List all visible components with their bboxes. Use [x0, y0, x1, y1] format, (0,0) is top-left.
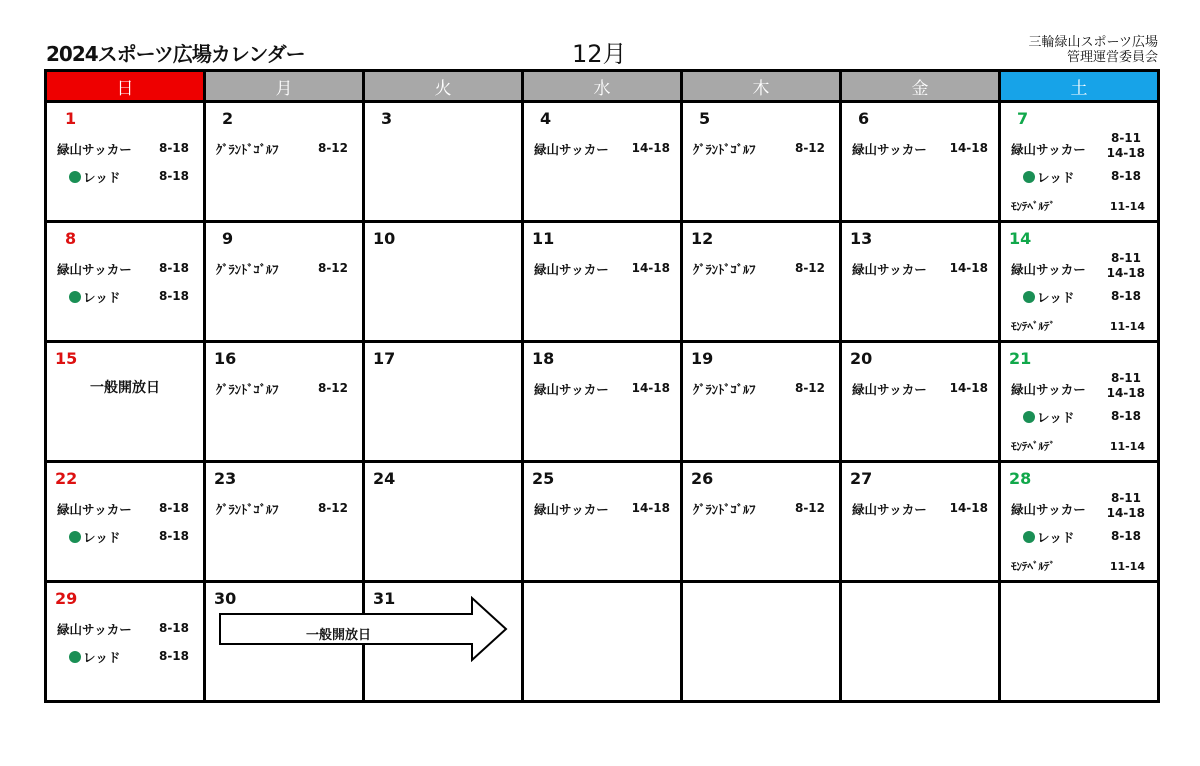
green-dot-icon — [1023, 291, 1035, 303]
day-cell — [1000, 342, 1159, 462]
green-dot-icon — [1023, 531, 1035, 543]
event-label: レッド — [69, 528, 120, 546]
day-cell — [364, 222, 523, 342]
event-time: 8-18 — [158, 169, 189, 183]
open-day-label: 一般開放日 — [306, 628, 372, 643]
event-time: 11-14 — [1109, 200, 1145, 213]
calendar-title: 2024スポーツ広場カレンダー — [46, 42, 305, 66]
event-label: レッド — [1023, 288, 1074, 306]
open-day-arrow — [218, 596, 510, 662]
weekday-mon: 月 — [205, 71, 364, 102]
day-number: 3 — [381, 109, 393, 128]
event-time: 8-18 — [158, 141, 189, 155]
day-number: 29 — [55, 589, 78, 608]
organizer — [1029, 35, 1158, 65]
day-number: 20 — [850, 349, 873, 368]
event-label: 緑山サッカー — [534, 142, 609, 157]
event-label: 緑山サッカー — [57, 622, 132, 637]
event-time: 14-18 — [631, 501, 670, 515]
green-dot-icon — [69, 171, 81, 183]
event-label: 緑山サッカー — [1011, 502, 1086, 517]
weekday-sun: 日 — [46, 71, 205, 102]
event-time: 8-18 — [1110, 169, 1141, 183]
event-label: レッド — [69, 648, 120, 666]
green-dot-icon — [69, 651, 81, 663]
event-time: 14-18 — [631, 381, 670, 395]
day-number: 7 — [1017, 109, 1029, 128]
day-number: 4 — [540, 109, 552, 128]
day-cell — [46, 462, 205, 582]
day-cell — [1000, 462, 1159, 582]
event-time: 8-12 — [794, 141, 825, 155]
event-time: 11-14 — [1109, 560, 1145, 573]
day-number: 22 — [55, 469, 78, 488]
event-time: 14-18 — [1106, 146, 1145, 160]
day-cell — [205, 222, 364, 342]
event-time: 8-12 — [317, 501, 348, 515]
month-title: 12月 — [572, 40, 627, 68]
day-cell — [523, 582, 682, 702]
event-time: 8-12 — [317, 141, 348, 155]
event-time: 8-18 — [158, 289, 189, 303]
event-label: 緑山サッカー — [852, 142, 927, 157]
event-label: レッド — [69, 288, 120, 306]
day-cell — [682, 462, 841, 582]
event-label: 緑山サッカー — [534, 262, 609, 277]
organizer-line-2: 管理運営委員会 — [1066, 50, 1158, 65]
day-number: 27 — [850, 469, 873, 488]
event-label: ﾓﾝﾃﾍﾞﾙﾃﾞ — [1011, 560, 1055, 573]
day-number: 23 — [214, 469, 237, 488]
day-cell — [205, 342, 364, 462]
day-cell — [841, 342, 1000, 462]
event-label: 緑山サッカー — [534, 502, 609, 517]
event-label: 緑山サッカー — [1011, 262, 1086, 277]
day-number: 13 — [850, 229, 873, 248]
day-cell — [364, 102, 523, 222]
event-time: 8-11 — [1110, 491, 1141, 505]
day-cell — [841, 222, 1000, 342]
event-time: 11-14 — [1109, 320, 1145, 333]
day-cell — [205, 462, 364, 582]
event-label: 緑山サッカー — [1011, 382, 1086, 397]
event-time: 14-18 — [949, 141, 988, 155]
day-cell — [364, 342, 523, 462]
week-row — [46, 342, 1159, 462]
event-time: 8-18 — [1110, 409, 1141, 423]
day-cell — [682, 102, 841, 222]
day-cell — [841, 102, 1000, 222]
day-cell — [46, 342, 205, 462]
day-number: 12 — [691, 229, 714, 248]
event-time: 14-18 — [1106, 506, 1145, 520]
day-cell — [523, 102, 682, 222]
event-time: 8-12 — [794, 261, 825, 275]
event-time: 14-18 — [949, 501, 988, 515]
calendar-grid — [44, 69, 1160, 703]
week-row — [46, 222, 1159, 342]
event-time: 14-18 — [1106, 386, 1145, 400]
day-number: 5 — [699, 109, 711, 128]
organizer-line-1: 三輪緑山スポーツ広場 — [1028, 35, 1158, 50]
event-label: ｸﾞﾗﾝﾄﾞｺﾞﾙﾌ — [216, 142, 279, 157]
day-number: 16 — [214, 349, 237, 368]
event-label: ｸﾞﾗﾝﾄﾞｺﾞﾙﾌ — [216, 502, 279, 517]
day-cell — [1000, 102, 1159, 222]
event-label: 緑山サッカー — [57, 142, 132, 157]
event-label: レッド — [1023, 168, 1074, 186]
event-time: 8-11 — [1110, 131, 1141, 145]
day-cell — [523, 342, 682, 462]
event-label: 緑山サッカー — [852, 262, 927, 277]
event-label: レッド — [1023, 528, 1074, 546]
green-dot-icon — [69, 291, 81, 303]
event-time: 14-18 — [949, 261, 988, 275]
event-time: 8-18 — [1110, 529, 1141, 543]
week-row — [46, 102, 1159, 222]
event-label: ｸﾞﾗﾝﾄﾞｺﾞﾙﾌ — [216, 382, 279, 397]
day-number: 2 — [222, 109, 234, 128]
day-cell — [46, 102, 205, 222]
day-number: 9 — [222, 229, 234, 248]
event-time: 14-18 — [1106, 266, 1145, 280]
week-row — [46, 582, 1159, 702]
event-label: ﾓﾝﾃﾍﾞﾙﾃﾞ — [1011, 320, 1055, 333]
event-time: 8-18 — [158, 501, 189, 515]
weekday-sat: 土 — [1000, 71, 1159, 102]
day-cell — [46, 222, 205, 342]
event-time: 8-18 — [158, 621, 189, 635]
event-label: 緑山サッカー — [57, 502, 132, 517]
day-cell — [364, 462, 523, 582]
day-number: 30 — [214, 589, 237, 608]
event-label: ｸﾞﾗﾝﾄﾞｺﾞﾙﾌ — [693, 142, 756, 157]
day-number: 15 — [55, 349, 78, 368]
day-number: 1 — [65, 109, 77, 128]
day-number: 19 — [691, 349, 714, 368]
event-time: 11-14 — [1109, 440, 1145, 453]
event-label: 緑山サッカー — [852, 502, 927, 517]
day-number: 31 — [373, 589, 396, 608]
day-cell — [1000, 222, 1159, 342]
day-cell — [523, 222, 682, 342]
event-time: 8-11 — [1110, 251, 1141, 265]
week-row — [46, 462, 1159, 582]
event-label: レッド — [1023, 408, 1074, 426]
day-number: 28 — [1009, 469, 1032, 488]
event-time: 14-18 — [631, 141, 670, 155]
day-number: 11 — [532, 229, 555, 248]
event-time: 8-12 — [794, 501, 825, 515]
day-cell — [1000, 582, 1159, 702]
weekday-header-row — [46, 71, 1159, 102]
event-time: 8-18 — [158, 649, 189, 663]
weekday-wed: 水 — [523, 71, 682, 102]
event-label: 緑山サッカー — [534, 382, 609, 397]
event-label: ｸﾞﾗﾝﾄﾞｺﾞﾙﾌ — [693, 262, 756, 277]
day-number: 25 — [532, 469, 555, 488]
weekday-fri: 金 — [841, 71, 1000, 102]
event-label: 緑山サッカー — [57, 262, 132, 277]
day-cell — [841, 462, 1000, 582]
green-dot-icon — [69, 531, 81, 543]
day-number: 6 — [858, 109, 870, 128]
event-time: 8-12 — [794, 381, 825, 395]
day-number: 8 — [65, 229, 77, 248]
event-time: 8-18 — [158, 529, 189, 543]
day-cell — [841, 582, 1000, 702]
event-label: ｸﾞﾗﾝﾄﾞｺﾞﾙﾌ — [693, 502, 756, 517]
day-cell — [523, 462, 682, 582]
event-time: 8-18 — [158, 261, 189, 275]
weekday-thu: 木 — [682, 71, 841, 102]
open-day-label: 一般開放日 — [90, 380, 160, 396]
green-dot-icon — [1023, 411, 1035, 423]
day-number: 24 — [373, 469, 396, 488]
weekday-tue: 火 — [364, 71, 523, 102]
event-label: ﾓﾝﾃﾍﾞﾙﾃﾞ — [1011, 200, 1055, 213]
event-label: ｸﾞﾗﾝﾄﾞｺﾞﾙﾌ — [216, 262, 279, 277]
event-time: 14-18 — [631, 261, 670, 275]
event-label: 緑山サッカー — [1011, 142, 1086, 157]
event-label: レッド — [69, 168, 120, 186]
event-time: 14-18 — [949, 381, 988, 395]
event-time: 8-18 — [1110, 289, 1141, 303]
event-time: 8-12 — [317, 381, 348, 395]
green-dot-icon — [1023, 171, 1035, 183]
day-cell — [205, 102, 364, 222]
event-time: 8-12 — [317, 261, 348, 275]
day-number: 14 — [1009, 229, 1032, 248]
day-cell — [682, 582, 841, 702]
day-number: 18 — [532, 349, 555, 368]
event-label: ｸﾞﾗﾝﾄﾞｺﾞﾙﾌ — [693, 382, 756, 397]
day-cell — [46, 582, 205, 702]
day-number: 10 — [373, 229, 396, 248]
event-time: 8-11 — [1110, 371, 1141, 385]
day-number: 26 — [691, 469, 714, 488]
day-cell — [682, 222, 841, 342]
day-cell — [682, 342, 841, 462]
day-number: 21 — [1009, 349, 1032, 368]
event-label: ﾓﾝﾃﾍﾞﾙﾃﾞ — [1011, 440, 1055, 453]
event-label: 緑山サッカー — [852, 382, 927, 397]
day-number: 17 — [373, 349, 396, 368]
